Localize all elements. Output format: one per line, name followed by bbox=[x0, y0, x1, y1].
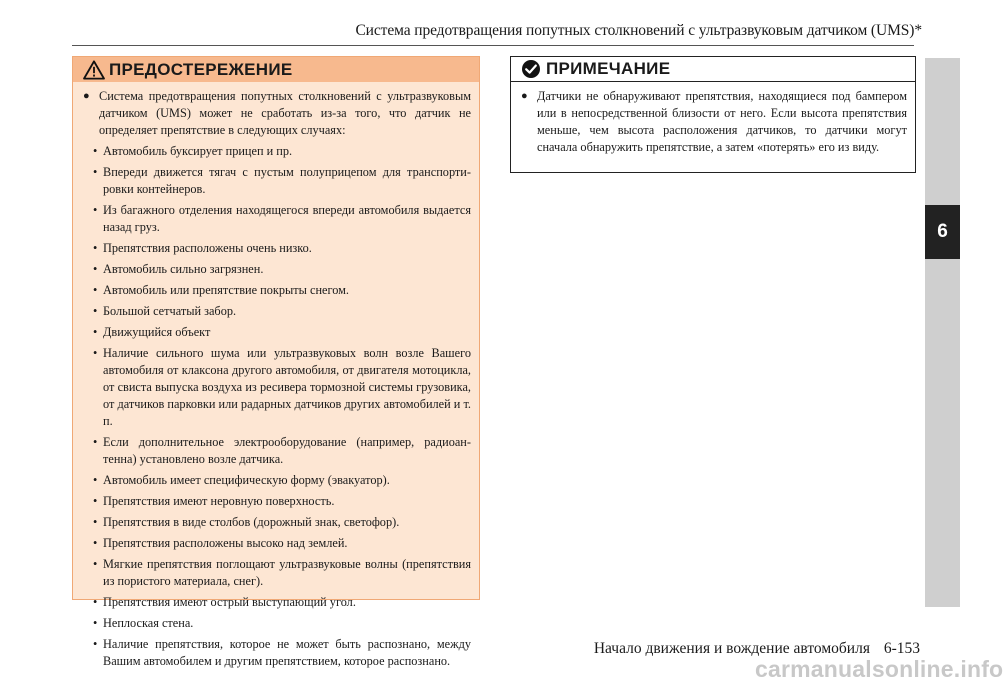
list-bullet-icon: • bbox=[93, 165, 98, 179]
warning-list-item-text: Движущийся объект bbox=[103, 325, 211, 339]
bullet-icon: ● bbox=[521, 90, 528, 102]
warning-list-item bbox=[83, 282, 471, 299]
list-bullet-icon: • bbox=[93, 435, 98, 449]
warning-box bbox=[72, 56, 480, 668]
watermark: carmanualsonline.info bbox=[755, 656, 1003, 682]
warning-list-item bbox=[83, 556, 471, 590]
warning-list-item bbox=[83, 615, 471, 632]
warning-list-item-text: Неплоская стена. bbox=[103, 616, 194, 630]
note-body bbox=[511, 82, 915, 156]
note-title: ПРИМЕЧАНИЕ bbox=[546, 59, 671, 78]
warning-list-item bbox=[83, 434, 471, 468]
list-bullet-icon: • bbox=[93, 262, 98, 276]
page-number: 6-153 bbox=[883, 640, 920, 657]
list-bullet-icon: • bbox=[93, 203, 98, 217]
list-bullet-icon: • bbox=[93, 494, 98, 508]
list-bullet-icon: • bbox=[93, 144, 98, 158]
warning-list-item-text: Из багажного отделения находящегося впереди автомобиля выдается назад груз. bbox=[103, 203, 471, 234]
list-bullet-icon: • bbox=[93, 515, 98, 529]
warning-list-item-text: Если дополнительное электрооборудование (например, радиоантенна) установлено возле датчика. bbox=[103, 435, 471, 466]
warning-list-item-text: Препятствия расположены очень низко. bbox=[103, 241, 312, 255]
warning-intro-paragraph bbox=[83, 88, 471, 139]
warning-list-item bbox=[83, 202, 471, 236]
warning-title: ПРЕДОСТЕРЕЖЕНИЕ bbox=[109, 59, 293, 79]
warning-list-item-text: Большой сетчатый забор. bbox=[103, 304, 237, 318]
chapter-tab[interactable]: 6 bbox=[925, 205, 960, 259]
warning-list-item-text: Автомобиль буксирует прицеп и пр. bbox=[103, 144, 293, 158]
warning-list-item-text: Препятствия имеют острый выступающий угол. bbox=[103, 595, 356, 609]
warning-list-item bbox=[83, 472, 471, 489]
list-bullet-icon: • bbox=[93, 536, 98, 550]
warning-header bbox=[73, 57, 479, 82]
warning-list-item-text: Наличие сильного шума или ультразвуковых волн возле Вашего автомобиля от клаксона другого автомобиля, от двигателя мотоцикла, от свиста выпуска воздуха из ресивера тормозной системы грузовика, от датчиков парковки или радарных датчиков других автомобилей и т. п. bbox=[103, 346, 471, 428]
warning-list-item-text: Препятствия расположены высоко над землей. bbox=[103, 536, 348, 550]
list-bullet-icon: • bbox=[93, 304, 98, 318]
list-bullet-icon: • bbox=[93, 283, 98, 297]
warning-list-item bbox=[83, 303, 471, 320]
list-bullet-icon: • bbox=[93, 595, 98, 609]
warning-list-item-text: Автомобиль или препятствие покрыты снегом. bbox=[103, 283, 349, 297]
warning-list-item bbox=[83, 493, 471, 510]
warning-list-item bbox=[83, 261, 471, 278]
side-strip bbox=[925, 58, 960, 607]
warning-list-item bbox=[83, 636, 471, 670]
list-bullet-icon: • bbox=[93, 346, 98, 360]
warning-list-item bbox=[83, 143, 471, 160]
warning-list-item bbox=[83, 514, 471, 531]
list-bullet-icon: • bbox=[93, 637, 98, 651]
warning-list-item bbox=[83, 345, 471, 430]
note-header bbox=[511, 57, 915, 82]
warning-triangle-icon bbox=[83, 60, 105, 80]
list-bullet-icon: • bbox=[93, 325, 98, 339]
warning-list-item-text: Мягкие препятствия поглощают ультразвуковые волны (препятствия из пористого материала, снег). bbox=[103, 557, 471, 588]
list-bullet-icon: • bbox=[93, 557, 98, 571]
warning-list-item bbox=[83, 164, 471, 198]
note-text: Датчики не обнаруживают препятствия, находящиеся под бампером или в непосредственной близости от него. Если высота препятствия меньше, чем высота расположения датчиков, то датчики могут сначала обнаружить препятствие, а затем «потерять» его из виду. bbox=[537, 89, 907, 154]
list-bullet-icon: • bbox=[93, 616, 98, 630]
warning-list-item-text: Наличие препятствия, которое не может быть распознано, между Вашим автомобилем и другим препятствием, которое распознано. bbox=[103, 637, 471, 668]
footer-section-title: Начало движения и вождение автомобиля bbox=[593, 640, 870, 657]
warning-list-item bbox=[83, 594, 471, 611]
check-circle-icon bbox=[521, 59, 541, 79]
bullet-icon: ● bbox=[83, 90, 90, 102]
warning-list bbox=[83, 143, 471, 670]
warning-body bbox=[73, 82, 479, 670]
warning-list-item-text: Автомобиль имеет специфическую форму (эвакуатор). bbox=[103, 473, 390, 487]
note-box bbox=[510, 56, 916, 173]
warning-list-item-text: Препятствия в виде столбов (дорожный знак, светофор). bbox=[103, 515, 400, 529]
warning-list-item bbox=[83, 324, 471, 341]
header-divider bbox=[72, 45, 914, 46]
note-paragraph bbox=[521, 88, 907, 156]
warning-list-item-text: Впереди движется тягач с пустым полуприцепом для транспортировки контейнеров. bbox=[103, 165, 471, 196]
warning-list-item bbox=[83, 240, 471, 257]
warning-list-item-text: Препятствия имеют неровную поверхность. bbox=[103, 494, 335, 508]
page-header-title: Система предотвращения попутных столкновений с ультразвуковым датчиком (UMS)* bbox=[355, 22, 922, 39]
list-bullet-icon: • bbox=[93, 241, 98, 255]
warning-list-item-text: Автомобиль сильно загрязнен. bbox=[103, 262, 264, 276]
warning-intro-text: Система предотвращения попутных столкновений с ультразвуковым датчиком (UMS) может не сработать из-за того, что датчик не определяет препятствие в следующих случаях: bbox=[99, 89, 471, 137]
warning-list-item bbox=[83, 535, 471, 552]
list-bullet-icon: • bbox=[93, 473, 98, 487]
